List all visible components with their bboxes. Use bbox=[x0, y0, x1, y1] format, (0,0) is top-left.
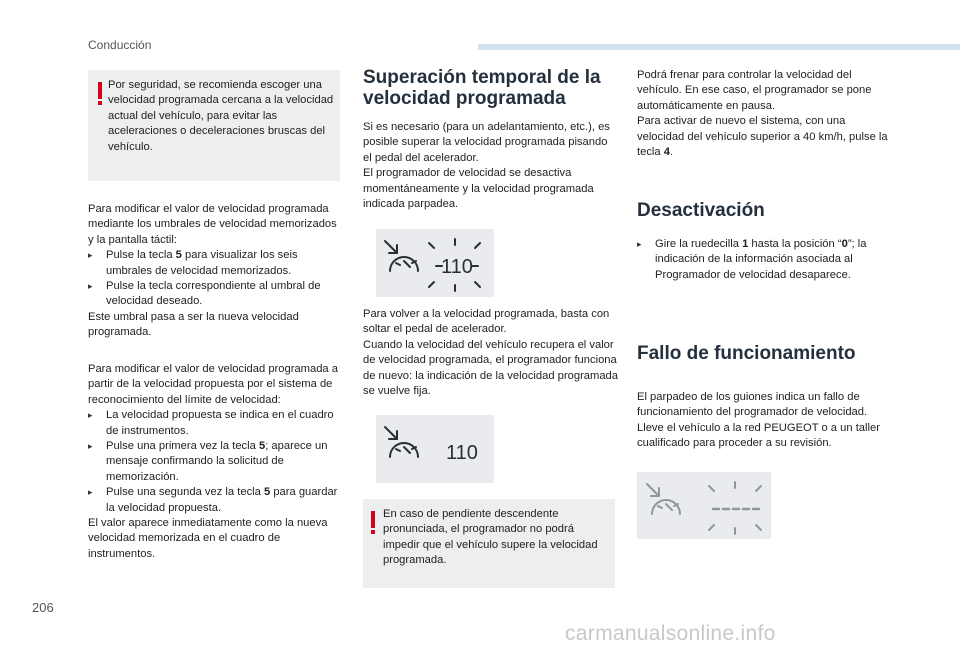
heading-temporary-override: Superación temporal de la velocidad programada bbox=[363, 67, 601, 109]
text: Pulse una primera vez la tecla bbox=[106, 440, 259, 453]
warning-text: Por seguridad, se recomienda escoger una velocidad programada cercana a la velocidad actual del vehículo, para evitar las aceleraciones o deceleraciones bruscas del vehículo. bbox=[108, 79, 334, 153]
bullet-item bbox=[88, 248, 340, 279]
resume-text bbox=[363, 307, 618, 399]
paragraph: Para modificar el valor de velocidad programada mediante los umbrales de velocidad memorizados y la pantalla táctil: bbox=[88, 203, 337, 246]
heading-deactivation: Desactivación bbox=[637, 200, 765, 221]
text: para visualizar los seis umbrales de velocidad memorizados. bbox=[106, 249, 298, 277]
paragraph bbox=[637, 114, 895, 160]
display-fault-illustration bbox=[637, 472, 771, 539]
paragraph: El valor aparece inmediatamente como la nueva velocidad memorizada en el cuadro de instrumentos. bbox=[88, 517, 328, 560]
key-number: 5 bbox=[263, 486, 271, 499]
speedometer-icon bbox=[385, 427, 418, 457]
warning-box bbox=[363, 499, 615, 588]
page-number: 206 bbox=[32, 600, 54, 615]
text: . bbox=[669, 146, 674, 159]
paragraph: El programador de velocidad se desactiva momentáneamente y la velocidad programada indicada parpadea. bbox=[363, 167, 594, 211]
position-number: 0 bbox=[841, 238, 848, 250]
speed-value: 110 bbox=[441, 256, 473, 278]
speed-value: 110 bbox=[446, 442, 478, 464]
bullet-item: ▸ Pulse la tecla correspondiente al umbral de velocidad deseado. bbox=[88, 279, 340, 310]
key-number: 5 bbox=[258, 440, 266, 453]
key-number: 4 bbox=[663, 146, 670, 159]
text: para guardar la velocidad propuesta. bbox=[106, 486, 338, 514]
paragraph: Para volver a la velocidad programada, basta con soltar el pedal de acelerador. bbox=[363, 308, 610, 336]
paragraph: Si es necesario (para un adelantamiento, etc.), es posible superar la velocidad programada pisando el pedal del acelerador. bbox=[363, 121, 610, 164]
watermark: carmanualsonline.info bbox=[565, 622, 776, 645]
bullet-item bbox=[637, 237, 895, 283]
text: Para activar de nuevo el sistema, con una velocidad del vehículo superior a 40 km/h, pulse la tecla bbox=[637, 115, 888, 159]
speed-limit-block bbox=[88, 362, 340, 562]
key-number: 5 bbox=[175, 249, 182, 262]
text: Pulse una segunda vez la tecla bbox=[106, 486, 264, 499]
bullet-item bbox=[88, 485, 340, 516]
brake-text bbox=[637, 68, 895, 160]
deactivation-text bbox=[637, 237, 895, 283]
override-text bbox=[363, 120, 615, 212]
paragraph: Para modificar el valor de velocidad programada a partir de la velocidad propuesta por el sistema de reconocimiento del límite de velocidad: bbox=[88, 363, 338, 406]
paragraph: Cuando la velocidad del vehículo recupera el valor de velocidad programada, el programador funciona de nuevo: la indicación de la velocidad programada se vuelve fija. bbox=[363, 338, 618, 398]
text: ”; la indicación de la información asociada al Programador de velocidad desaparece. bbox=[655, 238, 867, 281]
speed-thresholds-block bbox=[88, 202, 340, 341]
header-bar bbox=[478, 44, 960, 50]
warning-text: En caso de pendiente descendente pronunciada, el programador no podrá impedir que el vehículo supere la velocidad programada. bbox=[383, 508, 598, 567]
bullet-item bbox=[88, 439, 340, 485]
section-label: Conducción bbox=[88, 38, 152, 52]
display-fixed-illustration bbox=[376, 415, 494, 483]
display-blinking-illustration bbox=[376, 229, 494, 297]
speedometer-icon bbox=[647, 484, 680, 514]
malfunction-text bbox=[637, 390, 895, 452]
text: hasta la posición “ bbox=[748, 238, 842, 250]
text: Gire la ruedecilla bbox=[655, 238, 743, 250]
text: ; aparece un mensaje confirmando la solicitud de memorización. bbox=[106, 440, 328, 483]
paragraph: Este umbral pasa a ser la nueva velocidad programada. bbox=[88, 310, 299, 339]
paragraph: El parpadeo de los guiones indica un fallo de funcionamiento del programador de velocidad. Lleve el vehículo a la red PEUGEOT o a un taller cualificado para proceder a su revisión. bbox=[637, 391, 880, 450]
bullet-item: ▸ La velocidad propuesta se indica en el cuadro de instrumentos. bbox=[88, 408, 340, 439]
warning-icon bbox=[98, 82, 102, 99]
heading-malfunction: Fallo de funcionamiento bbox=[637, 343, 856, 364]
paragraph: Podrá frenar para controlar la velocidad del vehículo. En ese caso, el programador se pone automáticamente en pausa. bbox=[637, 69, 872, 112]
warning-box bbox=[88, 70, 340, 181]
text: Pulse la tecla bbox=[106, 249, 176, 262]
warning-icon bbox=[371, 511, 375, 528]
key-number: 1 bbox=[742, 238, 749, 250]
speedometer-icon bbox=[385, 241, 418, 271]
